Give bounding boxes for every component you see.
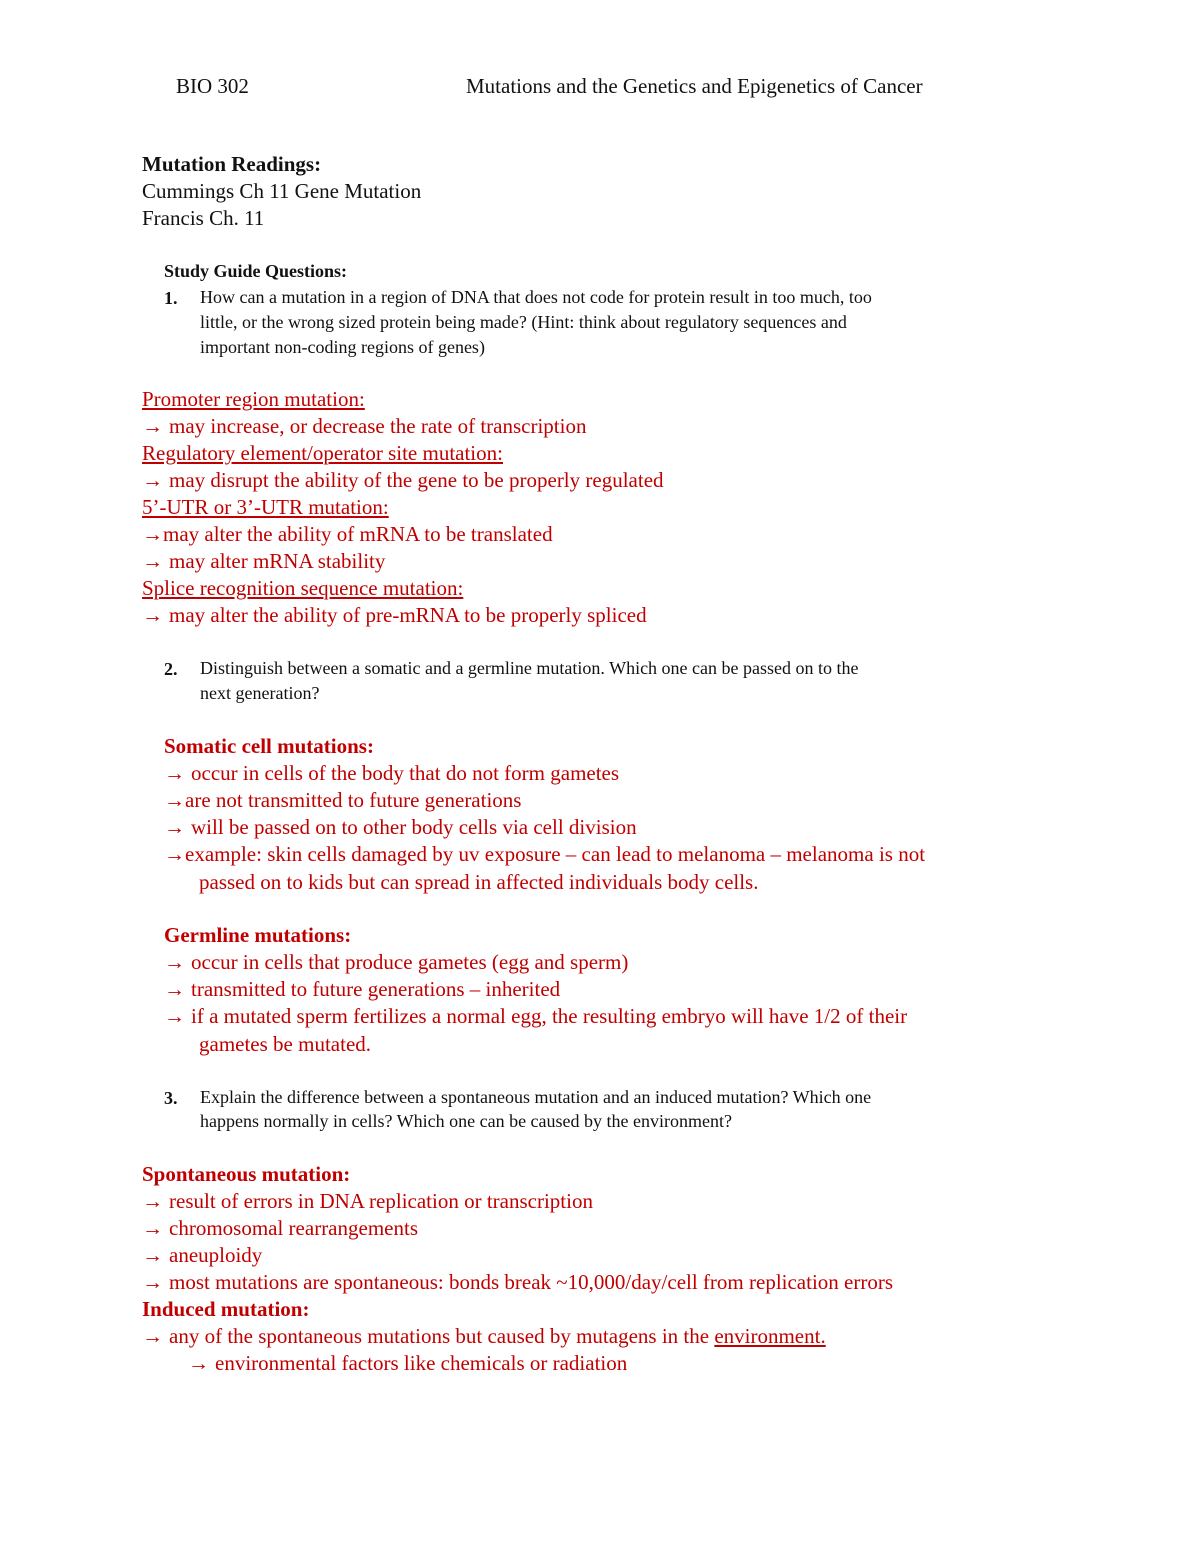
question-1-line: little, or the wrong sized protein being made? (Hint: think about regulatory sequences and [200,312,847,332]
arrow-right-icon: → [164,761,185,785]
answer-point-continued: gametes be mutated. [199,1032,372,1056]
answer-point: → if a mutated sperm fertilizes a normal egg, the resulting embryo will have 1/2 of their [164,1004,908,1028]
answer-point: → may increase, or decrease the rate of transcription [142,414,587,438]
reading-item: Cummings Ch 11 Gene Mutation [142,179,422,203]
question-number: 2. [164,659,178,679]
question-1-line: important non-coding regions of genes) [200,337,485,357]
environment-underlined: environment. [714,1324,826,1348]
answer-point: → chromosomal rearrangements [142,1216,418,1240]
question-2-line: next generation? [200,683,320,703]
answer-point: →example: skin cells damaged by uv exposure – can lead to melanoma – melanoma is not [164,842,926,866]
answer-heading: Promoter region mutation: [142,387,365,411]
reading-item: Francis Ch. 11 [142,206,265,230]
arrow-right-icon: → [164,815,185,839]
study-guide-heading: Study Guide Questions: [164,261,348,281]
answer-point: → any of the spontaneous mutations but caused by mutagens in the environment. [142,1324,826,1348]
arrow-right-icon: → [142,1189,163,1213]
question-3-line: happens normally in cells? Which one can be caused by the environment? [200,1111,732,1131]
answer-point: →may alter the ability of mRNA to be translated [142,522,553,546]
answer-heading: 5’-UTR or 3’-UTR mutation: [142,495,389,519]
answer-point: → occur in cells that produce gametes (egg and sperm) [164,950,629,974]
answer-point: → may alter mRNA stability [142,549,386,573]
arrow-right-icon: → [142,1270,163,1294]
answer-point: → may alter the ability of pre-mRNA to be properly spliced [142,603,647,627]
arrow-right-icon: → [164,1004,185,1028]
readings-heading: Mutation Readings: [142,152,322,176]
course-code: BIO 302 [176,74,249,98]
answer-point-continued: passed on to kids but can spread in affected individuals body cells. [199,870,759,894]
arrow-right-icon: → [164,950,185,974]
answer-point: → may disrupt the ability of the gene to be properly regulated [142,468,664,492]
answer-heading: Induced mutation: [142,1297,310,1321]
arrow-right-icon: → [188,1351,209,1375]
question-3-line: Explain the difference between a spontaneous mutation and an induced mutation? Which one [200,1087,872,1107]
question-number: 1. [164,288,178,308]
answer-heading: Regulatory element/operator site mutation: [142,441,503,465]
answer-heading: Somatic cell mutations: [164,734,374,758]
question-2-line: Distinguish between a somatic and a germline mutation. Which one can be passed on to the [200,658,859,678]
answer-point: → most mutations are spontaneous: bonds break ~10,000/day/cell from replication errors [142,1270,894,1294]
arrow-right-icon: → [142,414,163,438]
arrow-right-icon: → [142,1216,163,1240]
arrow-right-icon: → [164,788,185,812]
answer-point: → will be passed on to other body cells via cell division [164,815,637,839]
answer-point: → result of errors in DNA replication or transcription [142,1189,593,1213]
answer-heading: Splice recognition sequence mutation: [142,576,464,600]
arrow-right-icon: → [142,549,163,573]
question-number: 3. [164,1088,178,1108]
answer-point: →are not transmitted to future generations [164,788,522,812]
answer-subpoint: → environmental factors like chemicals or radiation [188,1351,628,1375]
document-title: Mutations and the Genetics and Epigenetics of Cancer [466,74,923,98]
arrow-right-icon: → [164,842,185,866]
arrow-right-icon: → [142,603,163,627]
arrow-right-icon: → [142,468,163,492]
arrow-right-icon: → [142,1324,163,1348]
answer-point: → occur in cells of the body that do not form gametes [164,761,620,785]
question-1-line: How can a mutation in a region of DNA that does not code for protein result in too much, too [200,287,872,307]
arrow-right-icon: → [142,522,163,546]
answer-heading: Germline mutations: [164,923,352,947]
answer-point: → transmitted to future generations – inherited [164,977,561,1001]
answer-heading: Spontaneous mutation: [142,1162,351,1186]
answer-point: → aneuploidy [142,1243,263,1267]
arrow-right-icon: → [164,977,185,1001]
arrow-right-icon: → [142,1243,163,1267]
